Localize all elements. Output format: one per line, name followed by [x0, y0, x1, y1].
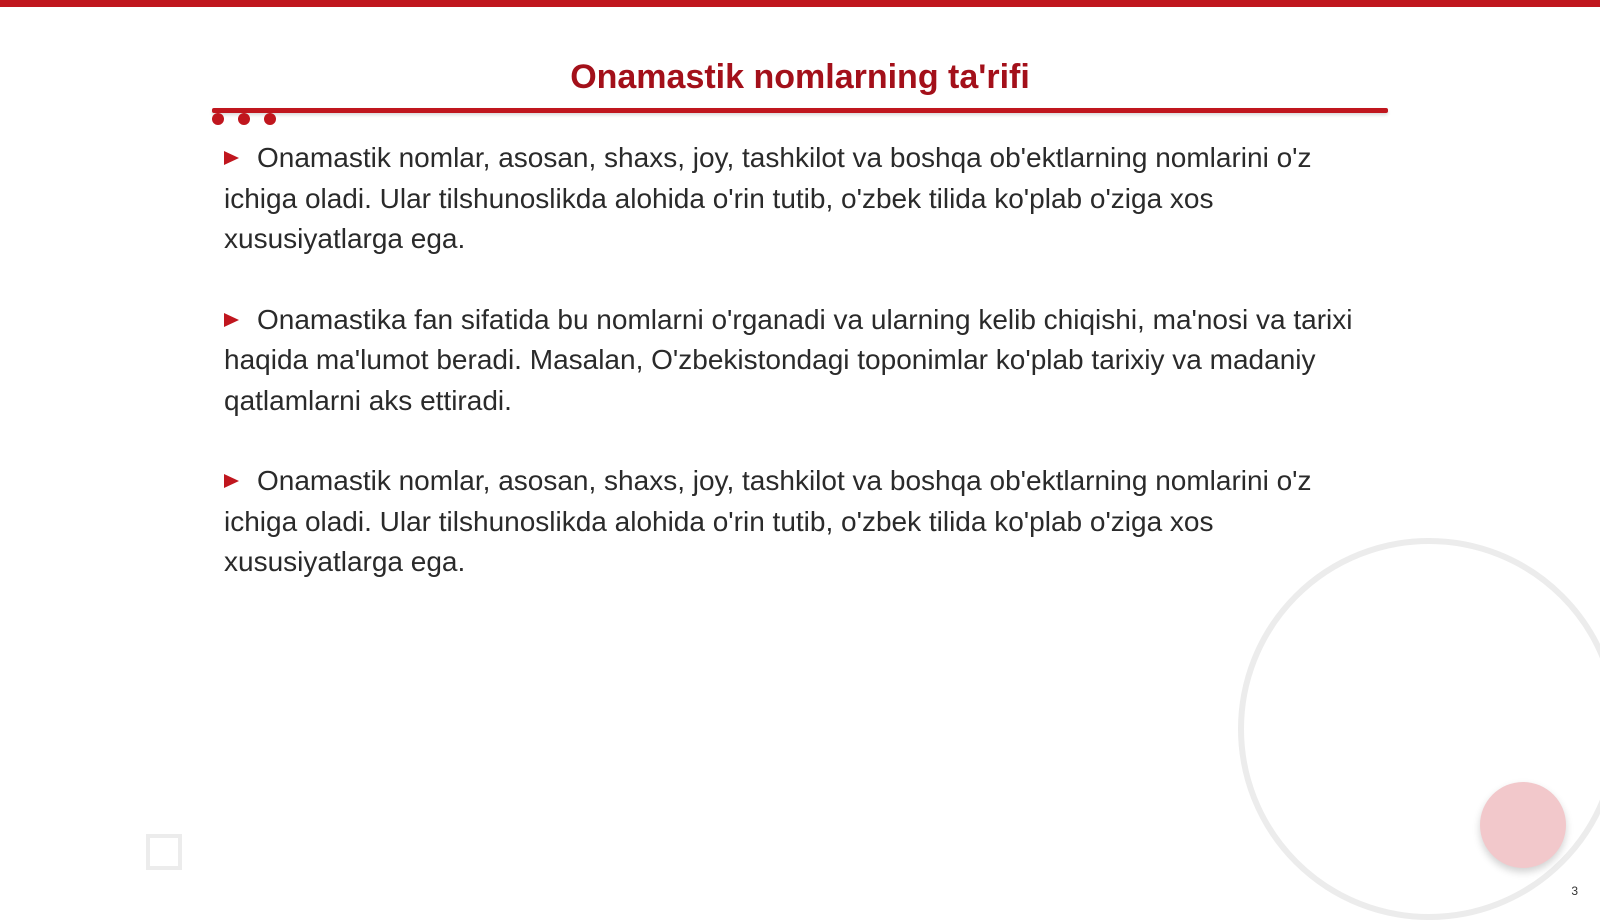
page-number: 3 — [1571, 884, 1578, 898]
bullet-text: Onamastika fan sifatida bu nomlarni o'rganadi va ularning kelib chiqishi, ma'nosi va tarixi haqida ma'lumot beradi. Masalan, O'zbekistondagi toponimlar ko'plab tarixiy va madaniy qatlamlarni aks ettiradi. — [224, 303, 1353, 416]
top-accent-bar — [0, 0, 1600, 7]
slide-title: Onamastik nomlarning ta'rifi — [570, 58, 1030, 96]
bullet-item — [224, 461, 1364, 583]
decorative-circle-outline — [1238, 538, 1600, 920]
decorative-circle-fill — [1480, 782, 1566, 868]
triangle-bullet-icon — [224, 474, 239, 488]
bullet-list — [224, 138, 1364, 623]
dot-icon — [264, 113, 276, 125]
title-underline — [212, 108, 1388, 113]
bullet-text: Onamastik nomlar, asosan, shaxs, joy, tashkilot va boshqa ob'ektlarning nomlarini o'z ichiga oladi. Ular tilshunoslikda alohida o'rin tutib, o'zbek tilida ko'plab o'ziga xos xususiyatlarga ega. — [224, 142, 1312, 254]
triangle-bullet-icon — [224, 151, 239, 165]
bullet-item — [224, 138, 1364, 260]
bullet-text: Onamastik nomlar, asosan, shaxs, joy, tashkilot va boshqa ob'ektlarning nomlarini o'z ichiga oladi. Ular tilshunoslikda alohida o'rin tutib, o'zbek tilida ko'plab o'ziga xos xususiyatlarga ega. — [224, 465, 1312, 577]
triangle-bullet-icon — [224, 313, 239, 327]
decorative-dots — [212, 113, 276, 125]
bullet-item — [224, 300, 1364, 422]
dot-icon — [212, 113, 224, 125]
decorative-square-outline — [146, 834, 182, 870]
dot-icon — [238, 113, 250, 125]
